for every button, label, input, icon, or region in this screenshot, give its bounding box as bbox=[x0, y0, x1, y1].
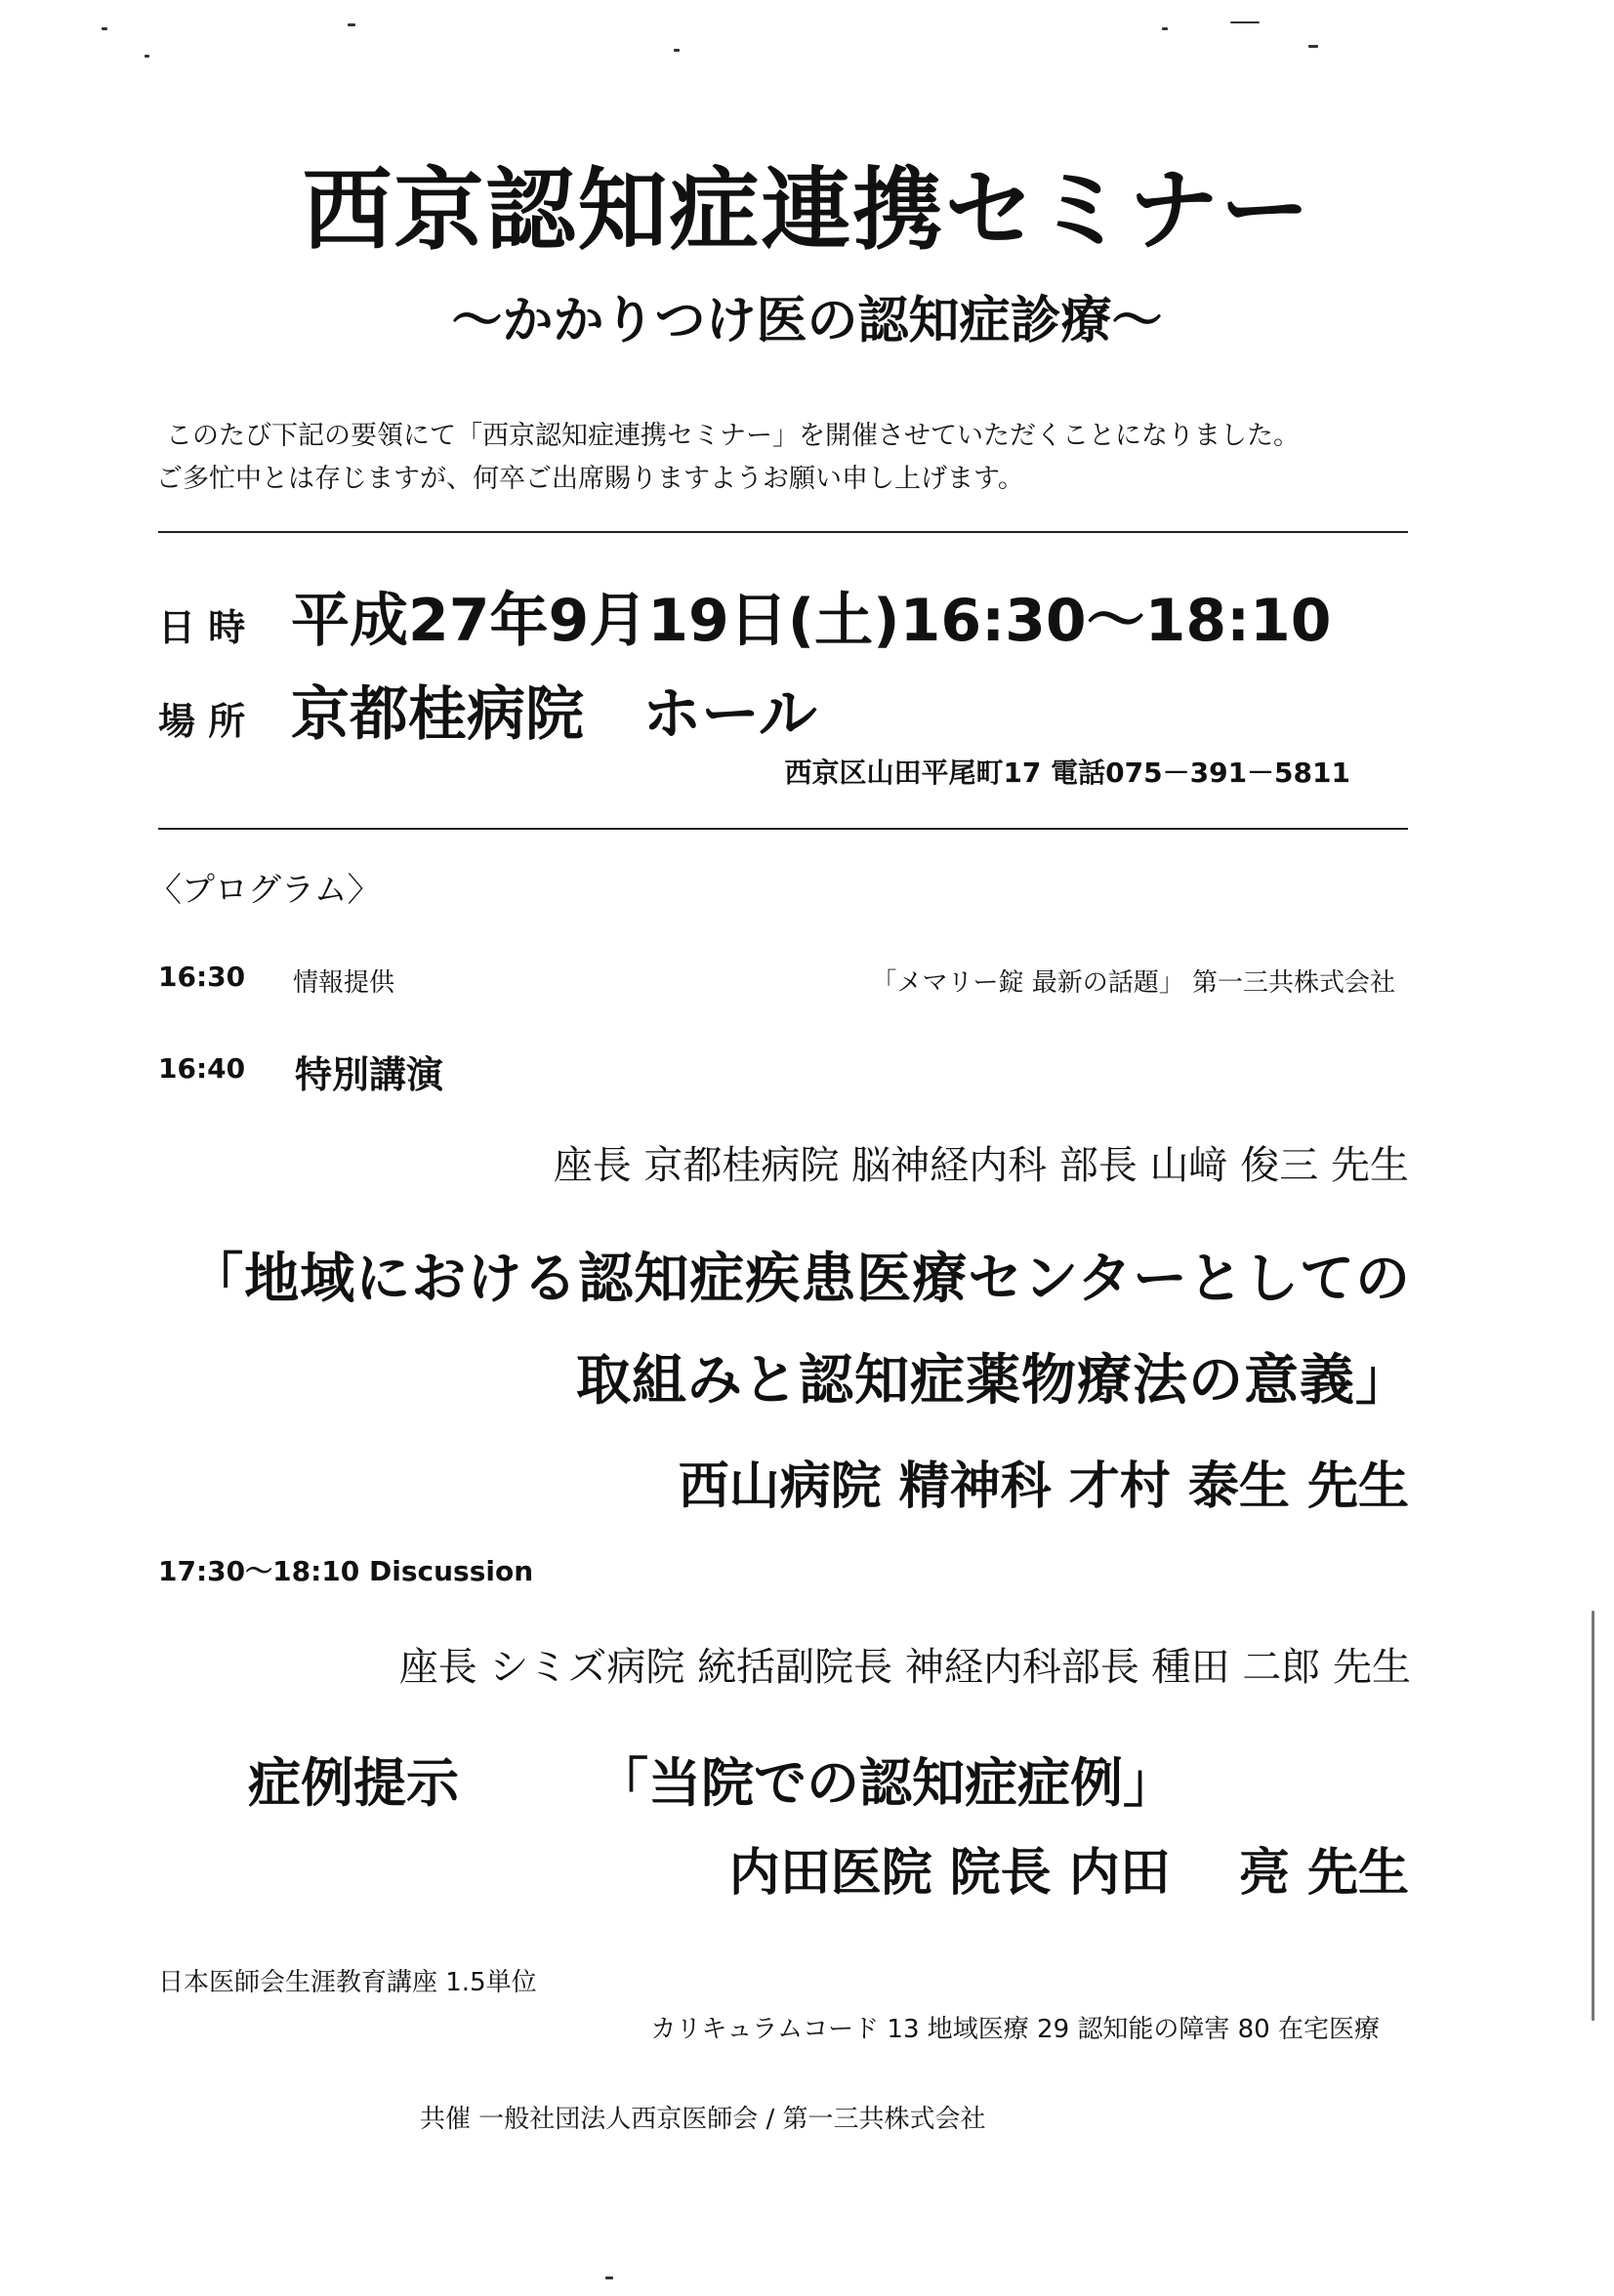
scan-speck bbox=[605, 2276, 613, 2279]
credits-line2: カリキュラムコード 13 地域医療 29 認知能の障害 80 在宅医療 bbox=[650, 2015, 1380, 2044]
place-value: 京都桂病院 ホール bbox=[291, 680, 817, 749]
program-heading: 〈プログラム〉 bbox=[148, 871, 381, 910]
item2-chair: 座長 京都桂病院 脳神経内科 部長 山﨑 俊三 先生 bbox=[553, 1143, 1409, 1188]
discussion-chair: 座長 シミズ病院 統括副院長 神経内科部長 種田 二郎 先生 bbox=[398, 1645, 1411, 1690]
scan-speck bbox=[348, 23, 355, 26]
page-subtitle: ～かかりつけ医の認知症診療～ bbox=[451, 292, 1163, 350]
scan-speck bbox=[102, 27, 107, 30]
scan-speck bbox=[1592, 1611, 1594, 2021]
scan-speck bbox=[1162, 27, 1168, 30]
place-label: 場 所 bbox=[158, 700, 246, 743]
intro-line-1: このたび下記の要領にて「西京認知症連携セミナー」を開催させていただくことになりました。 bbox=[166, 421, 1300, 451]
scan-speck bbox=[1308, 45, 1318, 48]
item1-time: 16:30 bbox=[158, 961, 246, 993]
case-label: 症例提示 bbox=[248, 1752, 459, 1814]
datetime-value: 平成27年9月19日(土)16:30～18:10 bbox=[291, 587, 1332, 655]
divider bbox=[158, 531, 1408, 533]
case-presenter: 内田医院 院長 内田 亮 先生 bbox=[728, 1844, 1409, 1903]
address-phone: 西京区山田平尾町17 電話075－391－5811 bbox=[784, 757, 1350, 789]
item1-label: 情報提供 bbox=[293, 968, 395, 998]
page-title: 西京認知症連携セミナー bbox=[302, 158, 1312, 263]
lecture-title-line2: 取組みと認知症薬物療法の意義」 bbox=[576, 1349, 1411, 1413]
item2-time: 16:40 bbox=[158, 1052, 246, 1085]
datetime-label: 日 時 bbox=[158, 606, 246, 649]
scan-speck bbox=[145, 55, 149, 58]
divider bbox=[158, 828, 1408, 830]
item1-detail: 「メマリー錠 最新の話題」 第一三共株式会社 bbox=[871, 968, 1395, 998]
sponsors: 共催 一般社団法人西京医師会 / 第一三共株式会社 bbox=[420, 2105, 986, 2134]
lecture-speaker: 西山病院 精神科 才村 泰生 先生 bbox=[678, 1457, 1409, 1516]
intro-line-2: ご多忙中とは存じますが、何卒ご出席賜りますようお願い申し上げます。 bbox=[156, 464, 1024, 494]
credits-line1: 日本医師会生涯教育講座 1.5単位 bbox=[158, 1968, 537, 1997]
scan-speck bbox=[1230, 21, 1260, 23]
case-title: 「当院での認知症症例」 bbox=[596, 1752, 1176, 1814]
item2-label: 特別講演 bbox=[295, 1053, 444, 1096]
lecture-title-line1: 「地域における認知症疾患医療センターとしての bbox=[188, 1248, 1411, 1311]
scan-speck bbox=[674, 49, 680, 52]
discussion-time: 17:30～18:10 Discussion bbox=[158, 1555, 534, 1587]
